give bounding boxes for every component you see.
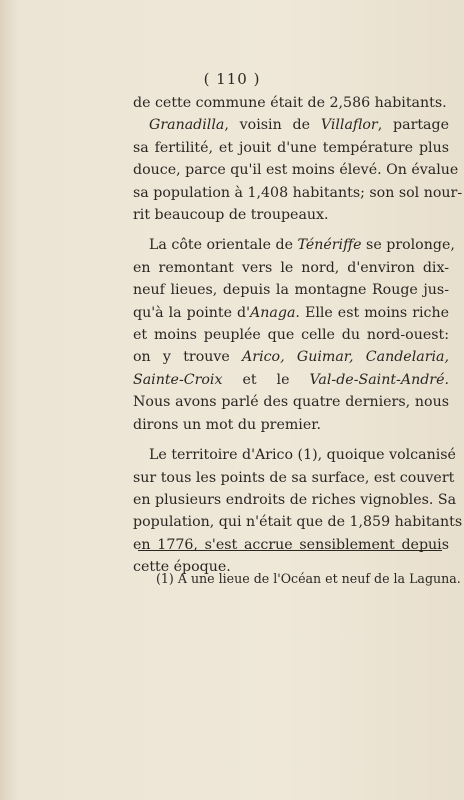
text-line <box>133 234 455 256</box>
text-run: , voisin de <box>224 117 321 134</box>
text-line <box>133 414 449 436</box>
text-run: sur tous les points de sa surface, est couvert <box>133 469 455 486</box>
paragraph-gap <box>133 226 449 234</box>
text-run: Le territoire d'Arico (1), quoique volcanisé <box>149 447 456 464</box>
text-line <box>133 159 459 181</box>
text-run: et le <box>222 371 310 388</box>
italic-text: Val-de-Saint-André. <box>309 371 449 388</box>
text-run: neuf lieues, depuis la montagne Rouge jus- <box>133 282 449 299</box>
text-run: La côte orientale de <box>149 237 298 254</box>
italic-text: Sainte-Croix <box>133 371 223 388</box>
text-line <box>133 346 449 368</box>
text-run: Nous avons parlé des quatre derniers, nous <box>133 394 449 411</box>
body-text <box>133 92 463 579</box>
text-run: qu'à la pointe d' <box>133 304 251 321</box>
text-line <box>133 279 449 301</box>
text-run: en remontant vers le nord, d'environ dix- <box>133 259 449 276</box>
text-line <box>133 92 449 114</box>
text-run: en 1776, s'est accrue sensiblement depuis <box>133 536 449 553</box>
text-run: sa fertilité, et jouit d'une température plus <box>133 139 449 156</box>
italic-text: Arico, Guimar, Candelaria, <box>242 349 449 366</box>
text-line <box>133 534 449 556</box>
text-run: douce, parce qu'il est moins élevé. On évalue <box>133 162 459 179</box>
text-run: population, qui n'était que de 1,859 habitants <box>133 514 463 531</box>
text-line <box>133 204 449 226</box>
text-line <box>133 444 456 466</box>
italic-text: Ténériffe <box>297 237 362 254</box>
paragraph-gap <box>133 436 449 444</box>
text-run: dirons un mot du premier. <box>133 416 321 433</box>
text-line <box>133 391 449 413</box>
page-number: ( 110 ) <box>203 70 261 88</box>
italic-text: Anaga <box>250 304 296 321</box>
text-run: sa population à 1,408 habitants; son sol nour- <box>133 184 463 201</box>
paragraph <box>133 114 463 226</box>
footnote-rule <box>138 550 442 551</box>
text-line <box>133 114 449 136</box>
text-run: en plusieurs endroits de riches vignobles. Sa <box>133 491 457 508</box>
text-line <box>133 137 449 159</box>
text-line <box>133 489 457 511</box>
text-line <box>133 257 449 279</box>
italic-text: Villaflor <box>320 117 378 134</box>
text-run: cette époque. <box>133 559 231 576</box>
text-run: se prolonge, <box>361 237 455 254</box>
text-run: on y trouve <box>133 349 243 366</box>
text-run: de cette commune était de 2,586 habitants. <box>133 95 447 111</box>
italic-text: Granadilla <box>149 117 225 134</box>
text-line <box>133 182 463 204</box>
text-line <box>133 511 463 533</box>
paragraph <box>133 92 449 114</box>
text-line <box>133 324 449 346</box>
text-run: . Elle est moins riche <box>295 304 449 321</box>
text-run: rit beaucoup de troupeaux. <box>133 207 329 224</box>
text-line <box>133 467 455 489</box>
paragraph <box>133 444 463 578</box>
paragraph <box>133 234 455 436</box>
text-line <box>133 302 449 324</box>
text-run: et moins peuplée que celle du nord-ouest: <box>133 327 449 344</box>
text-run: , partage <box>377 117 449 134</box>
footnote: (1) A une lieue de l'Océan et neuf de la Laguna. <box>156 571 461 586</box>
text-line <box>133 369 449 391</box>
